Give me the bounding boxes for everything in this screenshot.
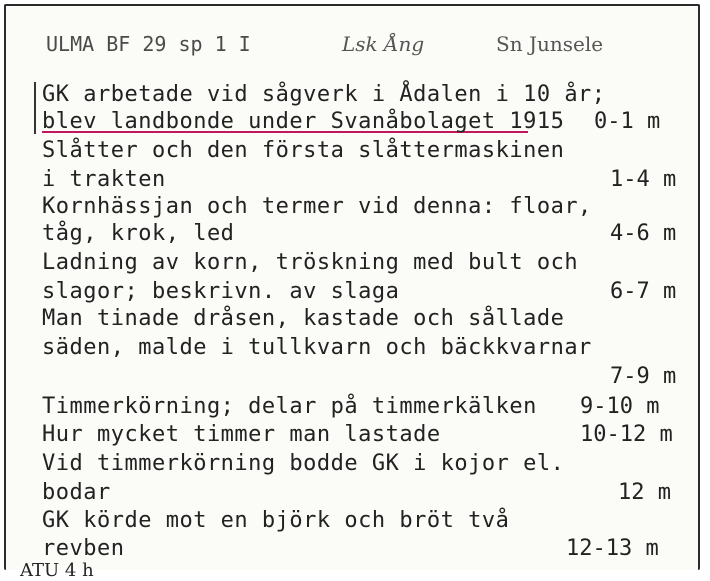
archive-code: ULMA BF 29 sp 1 I	[46, 32, 251, 56]
margin-mark	[34, 82, 36, 134]
entry-minutes-13: 10-12 m	[580, 422, 673, 447]
entry-line-14: Vid timmerkörning bodde GK i kojor el.	[42, 451, 565, 476]
entry-minutes-11: 7-9 m	[610, 364, 677, 389]
entry-line-2: blev landbonde under Svanåbolaget 1915	[42, 109, 565, 134]
entry-line-1: GK arbetade vid sågverk i Ådalen i 10 år;	[42, 82, 606, 107]
entry-minutes-2: 0-1 m	[594, 109, 661, 134]
footer-scrawl: ATU 4 h	[20, 560, 94, 581]
entry-line-16: GK körde mot en björk och bröt två	[42, 508, 510, 533]
entry-line-15: bodar	[42, 480, 111, 505]
parish-label: Sn Junsele	[496, 32, 604, 56]
entry-minutes-17: 12-13 m	[566, 536, 659, 561]
entry-line-6: tåg, krok, led	[42, 221, 235, 246]
entry-line-17: revben	[42, 536, 125, 561]
entry-line-12: Timmerkörning; delar på timmerkälken	[42, 394, 537, 419]
entry-minutes-4: 1-4 m	[610, 167, 677, 192]
entry-line-9: Man tinade dråsen, kastade och sållade	[42, 306, 565, 331]
entry-line-3: Slåtter och den första slåttermaskinen	[42, 138, 565, 163]
entry-line-8: slagor; beskrivn. av slaga	[42, 279, 400, 304]
entry-line-13: Hur mycket timmer man lastade	[42, 422, 441, 447]
entry-minutes-15: 12 m	[618, 480, 671, 505]
place-label: Lsk Ång	[342, 32, 425, 56]
entry-line-10: säden, malde i tullkvarn och bäckkvarnar	[42, 335, 592, 360]
entry-line-5: Kornhässjan och termer vid denna: floar,	[42, 194, 592, 219]
entry-minutes-8: 6-7 m	[610, 279, 677, 304]
entry-line-7: Ladning av korn, tröskning med bult och	[42, 250, 579, 275]
entry-minutes-6: 4-6 m	[610, 221, 677, 246]
entry-line-4: i trakten	[42, 167, 166, 192]
entry-minutes-12: 9-10 m	[580, 394, 660, 419]
